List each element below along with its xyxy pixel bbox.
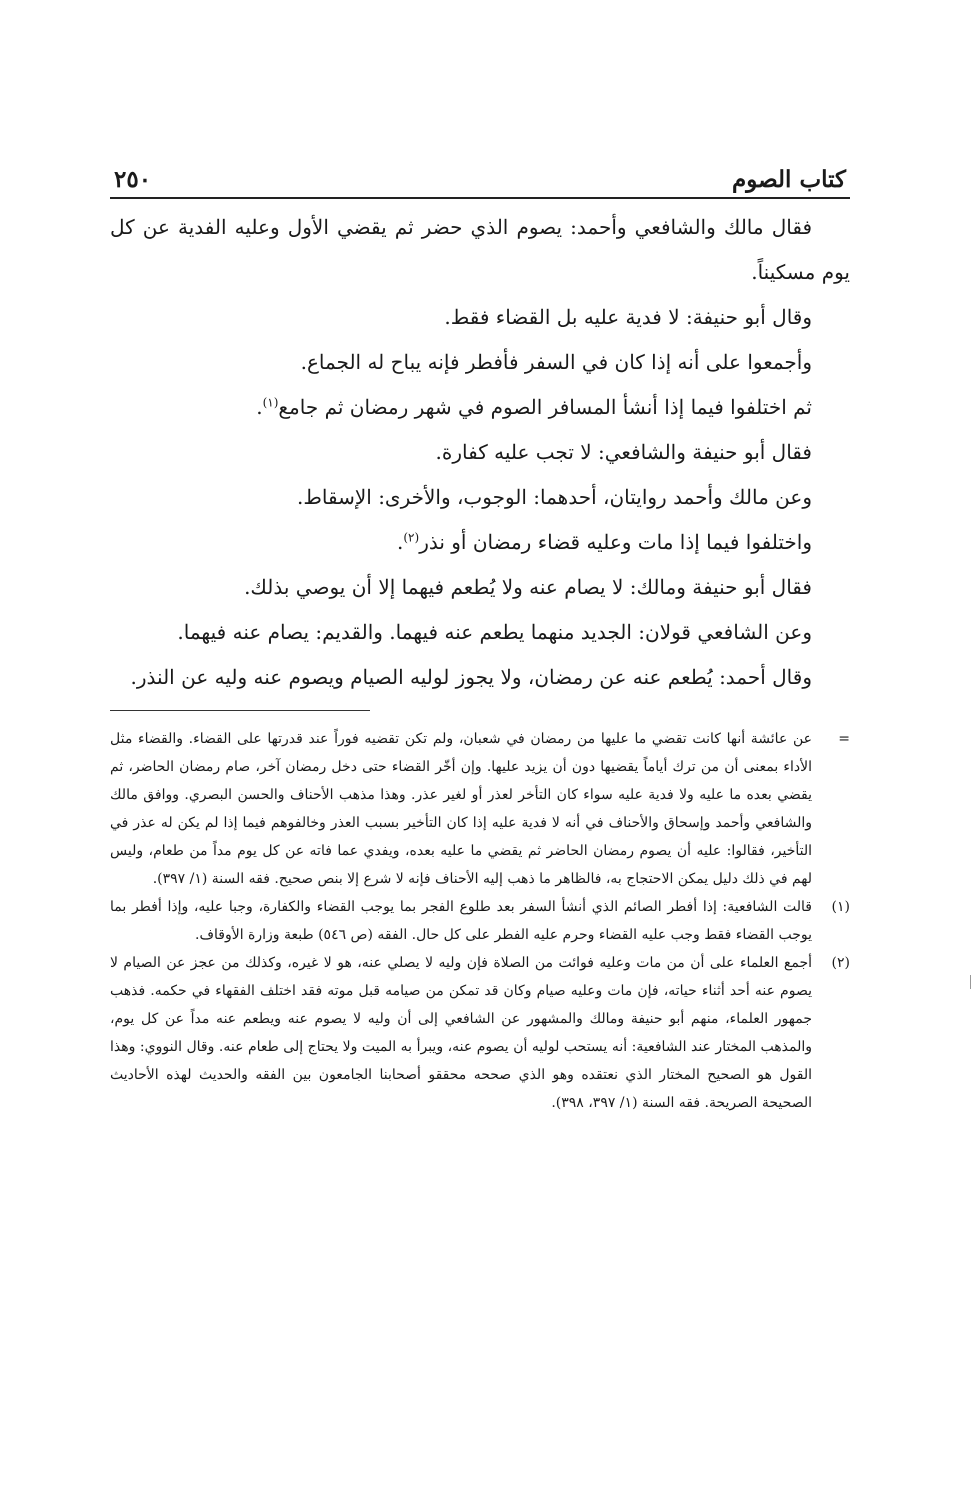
footnote-separator xyxy=(110,710,370,711)
book-page xyxy=(110,155,850,1117)
paragraph: واختلفوا فيما إذا مات وعليه قضاء رمضان أو نذر$^{(٢)}$. xyxy=(397,530,812,554)
page-number: ٢٥٠ xyxy=(114,166,152,193)
footnote-reference: (٢) xyxy=(403,530,420,545)
footnote-reference: (١) xyxy=(262,395,279,410)
footnote xyxy=(110,893,850,949)
footnote-marker: (١) xyxy=(831,899,850,915)
footnote-marker: = xyxy=(838,731,850,747)
paragraph: فقال مالك والشافعي وأحمد: يصوم الذي حضر ثم يقضي الأول وعليه الفدية عن كل يوم مسكيناً. xyxy=(110,215,850,284)
chapter-title: كتاب الصوم xyxy=(731,166,846,193)
footnote-text: عن عائشة أنها كانت تقضي ما عليها من رمضان في شعبان، ولم تكن تقضيه فوراً عند قدرتها على القضاء. والقضاء مثل الأداء بمعنى أن من ترك أياماً يقضيها دون أن يزيد عليها. وإن أخّر القضاء حتى دخل رمضان آخر، صام رمضان الحاضر، ثم يقضي بعده ما عليه ولا فدية عليه سواء كان التأخر لعذر أو لغير عذر. وهذا مذهب الأحناف والحسن البصري. ووافق مالك والشافعي وأحمد وإسحاق والأحناف في أنه لا فدية عليه إذا كان التأخير بسبب العذر وخالفوهم فيما إذا لم يكن له عذر في التأخير، فقالوا: عليه أن يصوم رمضان الحاضر ثم يقضي ما عليه بعده، ويفدي عما فاته عن كل يوم مداً من طعام، وليس لهم في ذلك دليل يمكن الاحتجاج به، فالظاهر ما ذهب إليه الأحناف فإنه لا شرع إلا بنص صحيح. فقه السنة (١/ ٣٩٧). xyxy=(110,731,812,887)
paragraph: وعن مالك وأحمد روايتان، أحدهما: الوجوب، والأخرى: الإسقاط. xyxy=(297,485,812,509)
footnote-marker: (٢) xyxy=(831,955,850,971)
paragraph: وعن الشافعي قولان: الجديد منهما يطعم عنه فيهما. والقديم: يصام عنه فيهما. xyxy=(177,620,812,644)
footnotes xyxy=(110,725,850,1117)
paragraph: وقال أحمد: يُطعم عنه عن رمضان، ولا يجوز لوليه الصيام ويصوم عنه وليه عن النذر. xyxy=(130,665,812,689)
footnote xyxy=(110,725,850,893)
footnote-text: قالت الشافعية: إذا أفطر الصائم الذي أنشأ السفر بعد طلوع الفجر بما يوجب القضاء والكفارة، وجبا عليه، وإذا أفطر بما يوجب القضاء فقط وجب عليه القضاء وحرم عليه الفطر على كل حال. الفقه (ص ٥٤٦) طبعة وزارة الأوقاف. xyxy=(110,899,812,943)
paragraph: فقال أبو حنيفة ومالك: لا يصام عنه ولا يُطعم فيهما إلا أن يوصي بذلك. xyxy=(244,575,812,599)
scan-edge-mark xyxy=(970,975,971,989)
paragraph: وقال أبو حنيفة: لا فدية عليه بل القضاء فقط. xyxy=(444,305,812,329)
paragraph: وأجمعوا على أنه إذا كان في السفر فأفطر فإنه يباح له الجماع. xyxy=(300,350,812,374)
running-header xyxy=(110,155,850,199)
main-text xyxy=(110,205,850,700)
paragraph: فقال أبو حنيفة والشافعي: لا تجب عليه كفارة. xyxy=(435,440,812,464)
footnote-text: أجمع العلماء على أن من مات وعليه فوائت من الصلاة فإن وليه لا يصلي عنه، هو لا غيره، وكذلك من عجز عن الصيام لا يصوم عنه أحد أثناء حياته، فإن مات وعليه صيام وكان قد تمكن من صيامه قبل موته فقد اختلف الفقهاء في حكمه. فذهب جمهور العلماء، منهم أبو حنيفة ومالك والمشهور عن الشافعي إلى أن وليه لا يصوم عنه ويطعم عنه مداً عن كل يوم، والمذهب المختار عند الشافعية: أنه يستحب لوليه أن يصوم عنه، ويبرأ به الميت ولا يحتاج إلى طعام عنه. وقال النووي: وهذا القول هو الصحيح المختار الذي نعتقده وهو الذي صححه محققو أصحابنا الجامعون بين الفقه والحديث لهذه الأحاديث الصحيحة الصريحة. فقه السنة (١/ ٣٩٧، ٣٩٨). xyxy=(110,955,812,1111)
footnote xyxy=(110,949,850,1117)
paragraph: ثم اختلفوا فيما إذا أنشأ المسافر الصوم في شهر رمضان ثم جامع$^{(١)}$. xyxy=(256,395,812,419)
